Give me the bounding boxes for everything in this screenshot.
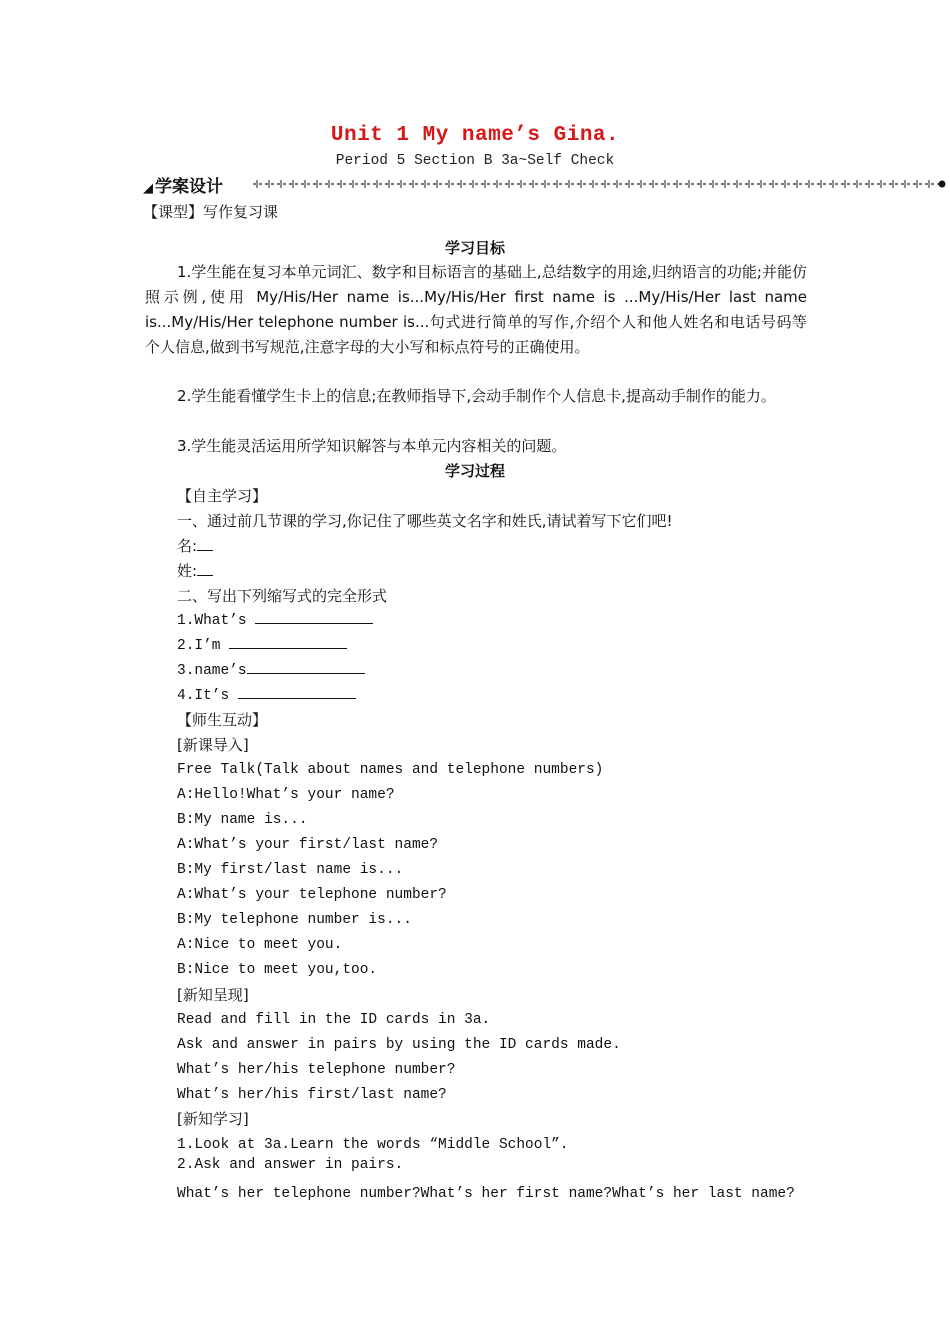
answer-blank[interactable] <box>247 659 365 674</box>
dotted-rule <box>253 176 948 192</box>
answer-blank[interactable] <box>229 634 347 649</box>
present-line: Ask and answer in pairs by using the ID cards made. <box>177 1037 621 1053</box>
triangle-icon: ◢ <box>143 181 153 196</box>
present-line: What’s her/his first/last name? <box>177 1087 447 1103</box>
process-heading: 学习过程 <box>444 462 505 480</box>
present-line: What’s her/his telephone number? <box>177 1062 456 1078</box>
first-name-label: 名: <box>177 537 198 555</box>
present-line: Read and fill in the ID cards in 3a. <box>177 1012 491 1028</box>
objective-1: 1.学生能在复习本单元词汇、数字和目标语言的基础上,总结数字的用途,归纳语言的功能;并能仿照示例,使用 My/His/Her name is...My/His/Her first name is ...My/His/Her last name is...My/His/Her telephone number is...句式进行简单的写作,介绍个人和他人姓名和电话号码等个人信息,做到书写规范,注意字母的大小写和标点符号的正确使用。 <box>145 263 807 356</box>
contraction-4: 4.It’s <box>177 688 230 704</box>
learn-title: [新知学习] <box>177 1110 249 1128</box>
page-title: Unit 1 My name’s Gina. <box>330 124 620 147</box>
lesson-type: 【课型】写作复习课 <box>143 203 279 221</box>
learn-line: What’s her telephone number?What’s her first name?What’s her last name? <box>177 1186 795 1202</box>
intro-line: A:Hello!What’s your name? <box>177 787 395 803</box>
answer-blank[interactable] <box>238 684 356 699</box>
contraction-3: 3.name’s <box>177 663 247 679</box>
banner-text: 学案设计 <box>155 177 223 197</box>
interaction-title: 【师生互动】 <box>177 711 268 729</box>
objectives-heading: 学习目标 <box>444 239 505 257</box>
present-title: [新知呈现] <box>177 986 249 1004</box>
objective-3: 3.学生能灵活运用所学知识解答与本单元内容相关的问题。 <box>177 437 567 455</box>
question-2: 二、写出下列缩写式的完全形式 <box>177 587 388 605</box>
objective-2: 2.学生能看懂学生卡上的信息;在教师指导下,会动手制作个人信息卡,提高动手制作的能力。 <box>177 387 776 405</box>
intro-line: B:My name is... <box>177 812 308 828</box>
intro-line: B:My first/last name is... <box>177 862 404 878</box>
banner-label <box>143 172 223 197</box>
learn-line: 1.Look at 3a.Learn the words “Middle School”. <box>177 1137 569 1153</box>
contraction-row <box>177 634 347 658</box>
self-study-title: 【自主学习】 <box>177 487 268 505</box>
intro-line: B:My telephone number is... <box>177 912 412 928</box>
intro-line: Free Talk(Talk about names and telephone numbers) <box>177 762 604 778</box>
contraction-row <box>177 684 356 708</box>
question-1: 一、通过前几节课的学习,你记住了哪些英文名字和姓氏,请试着写下它们吧! <box>177 512 673 530</box>
contraction-row <box>177 659 365 683</box>
first-name-blank[interactable] <box>197 536 213 551</box>
first-name-row <box>177 534 213 558</box>
answer-blank[interactable] <box>255 609 373 624</box>
last-name-label: 姓: <box>177 562 198 580</box>
contraction-2: 2.I’m <box>177 638 221 654</box>
page-subtitle: Period 5 Section B 3a~Self Check <box>335 153 615 169</box>
section-banner <box>143 172 948 196</box>
learn-line: 2.Ask and answer in pairs. <box>177 1157 404 1173</box>
contraction-row <box>177 609 373 633</box>
intro-title: [新课导入] <box>177 736 249 754</box>
intro-line: A:What’s your telephone number? <box>177 887 447 903</box>
intro-line: A:Nice to meet you. <box>177 937 343 953</box>
last-name-row <box>177 559 213 583</box>
contraction-1: 1.What’s <box>177 613 247 629</box>
intro-line: B:Nice to meet you,too. <box>177 962 378 978</box>
intro-line: A:What’s your first/last name? <box>177 837 439 853</box>
last-name-blank[interactable] <box>197 561 213 576</box>
